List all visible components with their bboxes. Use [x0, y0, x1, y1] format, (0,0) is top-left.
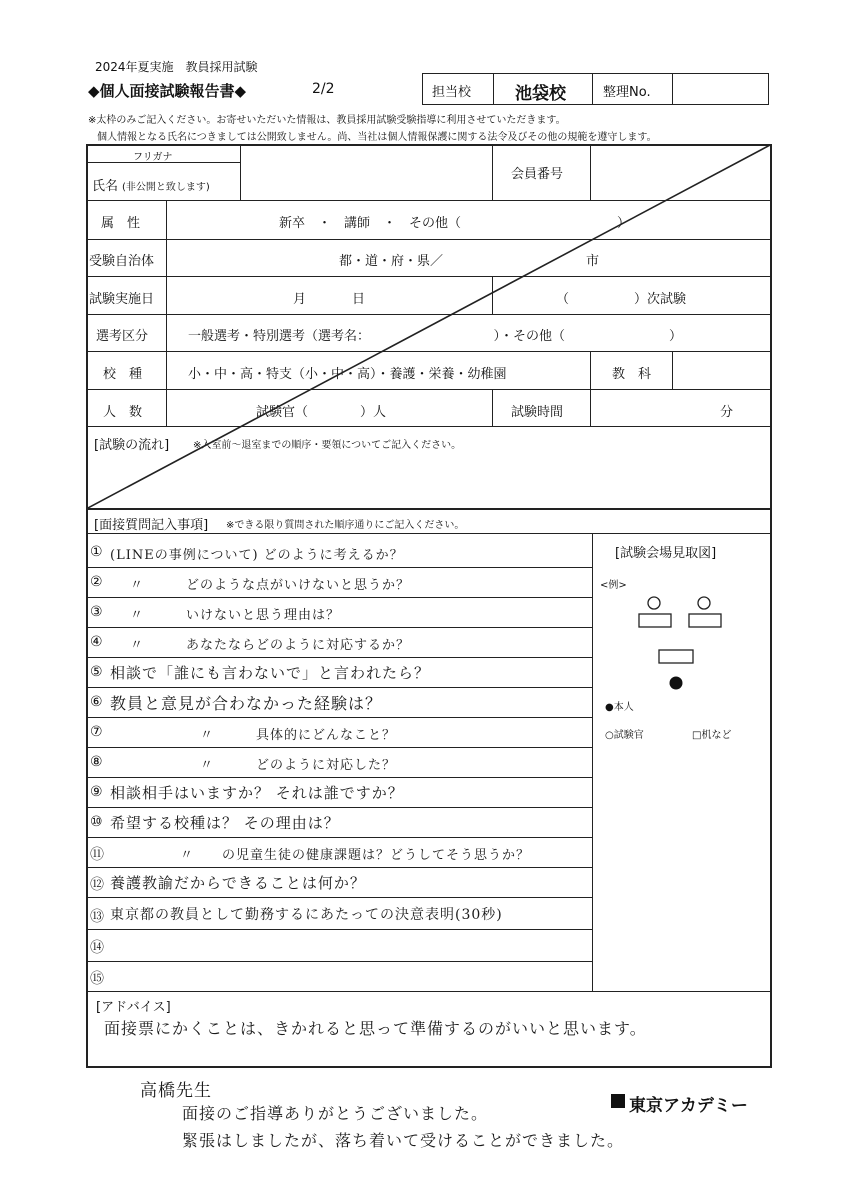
- question-text: 希望する校種は？ その理由は？: [110, 814, 340, 832]
- selection-options: 一般選考・特別選考（選考名： ）・その他（ ）: [188, 329, 683, 344]
- question-number: ⑥: [90, 694, 103, 710]
- question-number: ③: [90, 604, 103, 620]
- advice-label: [アドバイス]: [96, 1000, 171, 1015]
- question-text: 〃 どのように対応した？: [200, 758, 397, 773]
- question-number: ②: [90, 574, 103, 590]
- school-value: 池袋校: [515, 84, 566, 104]
- question-text: 相談で「誰にも言わないで」と言われたら？: [110, 664, 431, 682]
- question-number: ⑬: [90, 909, 104, 925]
- municipality-city: 市: [586, 254, 600, 269]
- question-text: 〃 具体的にどんなこと？: [200, 728, 397, 743]
- question-number: ⑭: [90, 940, 104, 956]
- desk-3-icon: [659, 650, 693, 663]
- member-no-label: 会員番号: [511, 167, 564, 182]
- question-number: ⑦: [90, 724, 103, 740]
- footer-line-3: 緊張はしましたが、落ち着いて受けることができました。: [182, 1131, 625, 1150]
- selection-label: 選考区分: [96, 329, 149, 344]
- date-month: 月: [293, 292, 307, 307]
- desk-2-icon: [689, 614, 721, 627]
- question-number: ⑪: [90, 847, 104, 863]
- legend-examiner: ○試験官: [605, 730, 644, 741]
- venue-map-title: [試験会場見取図]: [615, 546, 717, 561]
- question-number: ⑮: [90, 971, 104, 987]
- question-text: 〃 あなたならどのように対応するか？: [130, 638, 411, 653]
- question-text: 東京都の教員として勤務するにあたっての決意表明(30秒): [110, 907, 503, 923]
- legend-desk: □机など: [692, 730, 732, 741]
- question-number: ⑩: [90, 814, 103, 830]
- exam-time-unit: 分: [720, 405, 734, 420]
- subject-label: 教 科: [612, 367, 652, 382]
- question-text: 養護教諭だからできることは何か？: [110, 874, 366, 892]
- question-number: ⑨: [90, 784, 103, 800]
- people-label: 人 数: [103, 405, 143, 420]
- exam-year-line: 2024年夏実施 教員採用試験: [95, 60, 258, 74]
- questions-label: [面接質問記入事項]: [94, 518, 209, 533]
- date-day: 日: [352, 292, 366, 307]
- questions-note: ※できる限り質問された順序通りにご記入ください。: [226, 520, 465, 531]
- people-options: 試験官（ ）人: [256, 405, 387, 420]
- note-line-2: 個人情報となる氏名につきましては公開致しません。尚、当社は個人情報保護に関する法令及びその他の規範を遵守します。: [97, 132, 657, 143]
- examiner-1-icon: [648, 597, 660, 609]
- attr-label: 属 性: [101, 216, 141, 231]
- municipality-label: 受験自治体: [89, 254, 155, 269]
- venue-example-diagram: [630, 592, 730, 692]
- flow-note: ※入室前〜退室までの順序・要領についてご記入ください。: [193, 440, 462, 451]
- academy-logo-text: 東京アカデミー: [629, 1096, 748, 1116]
- school-label: 担当校: [432, 85, 472, 100]
- legend-self: ●本人: [605, 702, 634, 713]
- question-number: ⑫: [90, 877, 104, 893]
- municipality-options: 都・道・府・県／: [339, 254, 444, 269]
- question-number: ④: [90, 634, 103, 650]
- exam-time-label: 試験時間: [511, 405, 564, 420]
- note-line-1: ※太枠のみご記入ください。お寄せいただいた情報は、教員採用試験受験指導に利用させていただきます。: [88, 115, 566, 126]
- self-icon: [670, 677, 683, 690]
- question-text: 〃 どのような点がいけないと思うか？: [130, 578, 411, 593]
- footer-line-2: 面接のご指導ありがとうございました。: [182, 1104, 489, 1123]
- question-number: ①: [90, 544, 103, 560]
- desk-1-icon: [639, 614, 671, 627]
- question-text: 相談相手はいますか？ それは誰ですか？: [110, 784, 404, 802]
- question-number: ⑧: [90, 754, 103, 770]
- question-text: 〃 いけないと思う理由は？: [130, 608, 341, 623]
- question-text: 〃 の児童生徒の健康課題は？どうしてそう思うか？: [180, 848, 531, 863]
- school-ref-box: [422, 73, 769, 105]
- venue-example-label: <例>: [600, 580, 627, 591]
- examiner-2-icon: [698, 597, 710, 609]
- advice-text: 面接票にかくことは、きかれると思って準備するのがいいと思います。: [104, 1019, 647, 1038]
- attr-options: 新卒 ・ 講師 ・ その他（ ）: [279, 216, 631, 231]
- page-number: 2/2: [312, 81, 335, 97]
- flow-label: [試験の流れ]: [94, 438, 170, 453]
- question-number: ⑤: [90, 664, 103, 680]
- diagonal-strike-line: [86, 144, 772, 509]
- ref-no-label: 整理No.: [603, 85, 651, 100]
- name-label: 氏名: [92, 179, 119, 194]
- exam-round: （ ）次試験: [556, 292, 687, 307]
- furigana-label: フリガナ: [133, 152, 173, 163]
- footer-line-1: 高橋先生: [140, 1081, 212, 1101]
- date-label: 試験実施日: [89, 292, 155, 307]
- school-type-label: 校 種: [103, 367, 143, 382]
- question-text: 教員と意見が合わなかった経験は？: [110, 694, 383, 713]
- name-note: (非公開と致します): [122, 182, 210, 193]
- school-type-options: 小・中・高・特支（小・中・高）・養護・栄養・幼稚園: [188, 367, 507, 382]
- question-text: (LINEの事例について) どのように考えるか？: [110, 548, 404, 563]
- academy-logo-icon: [611, 1094, 625, 1108]
- report-title: ◆個人面接試験報告書◆: [88, 82, 247, 100]
